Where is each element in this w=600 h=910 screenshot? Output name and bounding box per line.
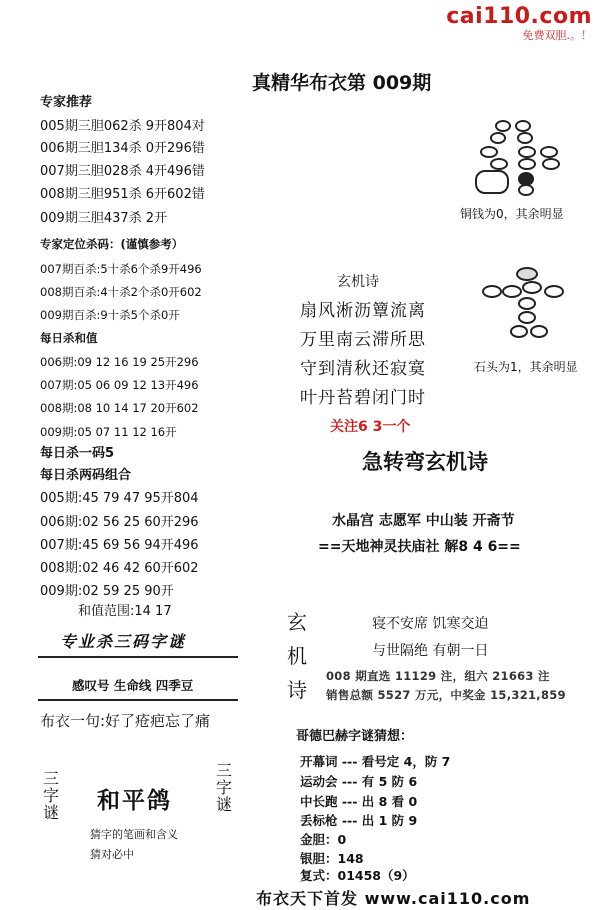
combo-line: 009期:02 59 25 90开	[40, 584, 174, 599]
lottery-stat: 销售总额 5527 万元，中奖金 15,321,859	[326, 688, 566, 702]
footer: 布衣天下首发 www.cai110.com	[256, 889, 531, 908]
stone-pictogram	[478, 265, 568, 340]
divider	[38, 699, 238, 701]
sum-range: 和值范围:14 17	[78, 604, 172, 619]
gold-pick: 金胆：0	[300, 832, 347, 847]
divider	[38, 656, 238, 658]
poem-title: 玄机诗	[337, 274, 379, 290]
lottery-stat: 008 期直选 11129 注，组六 21663 注	[326, 669, 550, 683]
expert-line: 008期三胆951杀 6开602错	[40, 187, 205, 202]
xuanji-char: 机	[287, 644, 307, 668]
silver-pick: 银胆：148	[300, 851, 364, 866]
one-sentence: 布衣一句:好了疮疤忘了痛	[40, 712, 211, 730]
riddle-line: 开幕词 --- 看号定 4，防 7	[300, 754, 451, 769]
riddle-line: 中长跑 --- 出 8 看 0	[300, 794, 418, 809]
riddle-hint: 猜字的笔画和含义	[90, 828, 178, 841]
sum-line: 008期:08 10 14 17 20开602	[40, 401, 199, 415]
combo-line: 006期:02 56 25 60开296	[40, 515, 199, 530]
expert-line: 006期三胆134杀 0开296错	[40, 141, 205, 156]
xuanji-line: 与世隔绝 有朝一日	[372, 643, 489, 659]
position-line: 007期百杀:5十杀6个杀9开496	[40, 262, 202, 276]
combo-line: 005期:45 79 47 95开804	[40, 491, 199, 506]
poem-line: 扇风淅沥簟流离	[300, 301, 426, 321]
site-name: cai110.com	[446, 4, 592, 29]
xuanji-char: 诗	[287, 678, 307, 702]
kill-one: 每日杀一码5	[40, 446, 115, 461]
expert-line: 009期三胆437杀 2开	[40, 211, 168, 226]
poem-line: 万里南云滞所思	[300, 330, 426, 350]
riddle-line: 运动会 --- 有 5 防 6	[300, 774, 418, 789]
three-char-riddle-left: 三字谜	[42, 769, 59, 822]
position-title: 专家定位杀码：(谨慎参考）	[40, 237, 184, 251]
page-title: 真精华布衣第 009期	[252, 72, 432, 94]
position-line: 008期百杀:4十杀2个杀0开602	[40, 285, 202, 299]
expert-title: 专家推荐	[40, 95, 93, 110]
riddle-title: 哥德巴赫字谜猜想：	[296, 729, 414, 744]
word-list: 水晶宫 志愿军 中山装 开斋节	[332, 513, 515, 529]
sigh-line: 感叹号 生命线 四季豆	[72, 678, 194, 693]
sum-title: 每日杀和值	[40, 331, 98, 345]
sum-line: 009期:05 07 11 12 16开	[40, 425, 177, 439]
expert-line: 007期三胆028杀 4开496错	[40, 164, 205, 179]
site-logo	[446, 4, 592, 43]
coin-pictogram	[470, 118, 560, 198]
riddle-poem-title: 急转弯玄机诗	[362, 450, 488, 474]
riddle-line: 丢标枪 --- 出 1 防 9	[300, 813, 418, 828]
poem-line: 守到清秋还寂寞	[300, 359, 426, 379]
temple-line: ==天地神灵扶庙社 解8 4 6==	[318, 539, 521, 555]
xuanji-line: 寝不安席 饥寒交迫	[372, 616, 489, 632]
combo-pick: 复式：01458（9）	[300, 868, 415, 883]
three-char-riddle-right: 三字谜	[215, 761, 232, 814]
xuanji-char: 玄	[287, 610, 307, 634]
stone-caption: 石头为1，其余明显	[474, 360, 578, 374]
combo-line: 008期:02 46 42 60开602	[40, 561, 199, 576]
free-label: 免费双胆.。！	[522, 29, 592, 42]
combo-line: 007期:45 69 56 94开496	[40, 538, 199, 553]
position-line: 009期百杀:9十杀5个杀0开	[40, 308, 180, 322]
riddle-hint: 猜对必中	[90, 848, 134, 861]
expert-line: 005期三胆062杀 9开804对	[40, 119, 205, 134]
focus-note: 关注6 3一个	[330, 419, 411, 435]
sum-line: 006期:09 12 16 19 25开296	[40, 355, 199, 369]
riddle-answer: 和平鸽	[97, 788, 172, 814]
sum-line: 007期:05 06 09 12 13开496	[40, 378, 199, 392]
combo-title: 每日杀两码组合	[40, 468, 132, 483]
brush-title: 专业杀三码字谜	[60, 632, 187, 651]
coin-caption: 铜钱为0，其余明显	[460, 207, 564, 221]
poem-line: 叶丹苔碧闭门时	[300, 388, 426, 408]
